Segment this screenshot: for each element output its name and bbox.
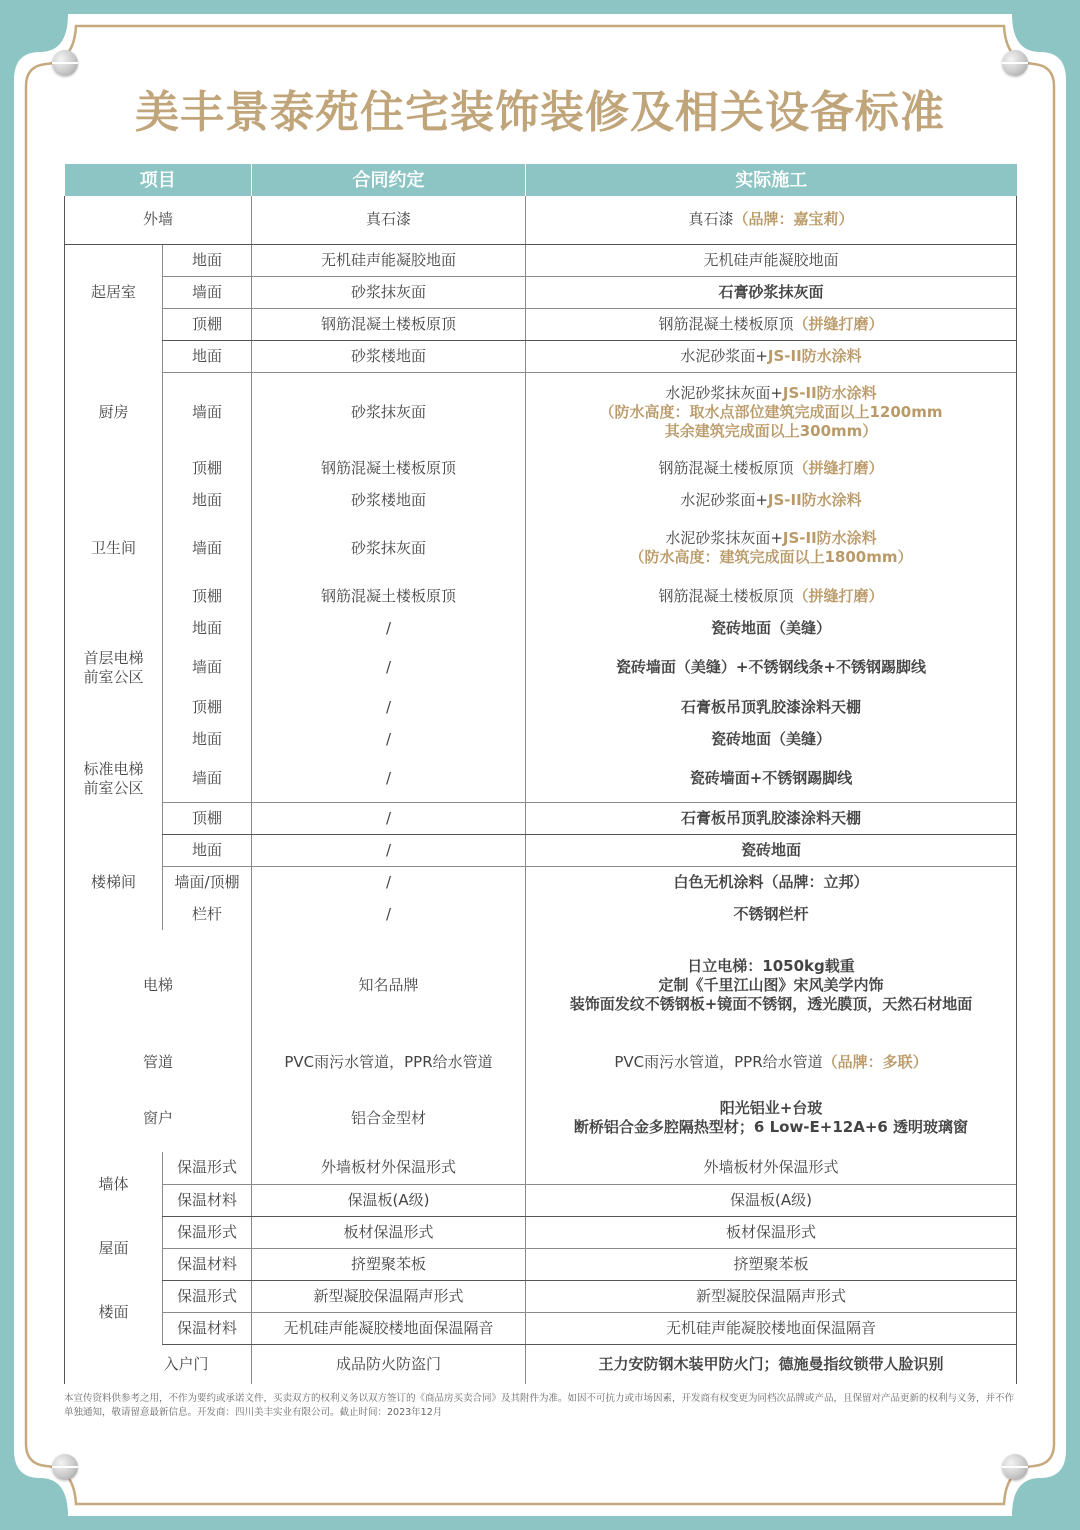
row-actual: 瓷砖墙面（美缝）+不锈钢线条+不锈钢踢脚线 [526, 644, 1017, 691]
table-row [65, 755, 1017, 802]
standards-table [64, 164, 1017, 1384]
row-contract: 钢筋混凝土楼板原顶 [252, 580, 526, 612]
row-sub: 地面 [163, 834, 252, 866]
table-row [65, 1152, 1017, 1184]
row-actual: 保温板(A级) [526, 1184, 1017, 1216]
table-row [65, 1248, 1017, 1280]
row-sub: 地面 [163, 612, 252, 644]
row-actual: 瓷砖地面（美缝） [526, 612, 1017, 644]
row-actual: 王力安防钢木装甲防火门；德施曼指纹锁带人脸识别 [526, 1344, 1017, 1384]
row-group: 首层电梯 前室公区 [65, 612, 163, 723]
table-row [65, 372, 1017, 452]
row-actual: 挤塑聚苯板 [526, 1248, 1017, 1280]
table-row [65, 1280, 1017, 1312]
row-sub: 顶棚 [163, 580, 252, 612]
row-sub: 顶棚 [163, 691, 252, 723]
table-row [65, 802, 1017, 834]
row-actual: 水泥砂浆面+JS-II防水涂料 [526, 484, 1017, 516]
table-row [65, 1312, 1017, 1344]
row-actual: 石膏板吊顶乳胶漆涂料天棚 [526, 691, 1017, 723]
row-sub: 墙面 [163, 372, 252, 452]
row-contract: 外墙板材外保温形式 [252, 1152, 526, 1184]
row-sub: 保温材料 [163, 1184, 252, 1216]
row-group: 卫生间 [65, 484, 163, 612]
row-item: 管道 [65, 1040, 252, 1084]
header-contract: 合同约定 [252, 164, 526, 196]
row-sub: 保温形式 [163, 1280, 252, 1312]
row-actual: 水泥砂浆面+JS-II防水涂料 [526, 340, 1017, 372]
row-contract: / [252, 898, 526, 930]
row-sub: 墙面 [163, 644, 252, 691]
table-row [65, 834, 1017, 866]
row-sub: 地面 [163, 244, 252, 276]
row-group: 标准电梯 前室公区 [65, 723, 163, 834]
row-contract: / [252, 834, 526, 866]
row-actual: 水泥砂浆抹灰面+JS-II防水涂料 （防水高度：取水点部位建筑完成面以上1200mm 其余建筑完成面以上300mm） [526, 372, 1017, 452]
row-contract: 知名品牌 [252, 930, 526, 1040]
row-contract: PVC雨污水管道，PPR给水管道 [252, 1040, 526, 1084]
row-contract: 砂浆楼地面 [252, 484, 526, 516]
row-sub: 墙面 [163, 276, 252, 308]
row-contract: 挤塑聚苯板 [252, 1248, 526, 1280]
row-sub: 保温材料 [163, 1312, 252, 1344]
row-actual: 钢筋混凝土楼板原顶（拼缝打磨） [526, 452, 1017, 484]
row-contract: 保温板(A级) [252, 1184, 526, 1216]
table-row [65, 1184, 1017, 1216]
table-row [65, 898, 1017, 930]
table-header [65, 164, 1017, 196]
screw-icon [1002, 1454, 1028, 1480]
row-group: 起居室 [65, 244, 163, 340]
row-contract: / [252, 691, 526, 723]
row-group: 屋面 [65, 1216, 163, 1280]
row-actual: 钢筋混凝土楼板原顶（拼缝打磨） [526, 308, 1017, 340]
table-row [65, 1040, 1017, 1084]
table-row [65, 723, 1017, 755]
header-item: 项目 [65, 164, 252, 196]
row-actual: 石膏板吊顶乳胶漆涂料天棚 [526, 802, 1017, 834]
row-actual: 外墙板材外保温形式 [526, 1152, 1017, 1184]
row-group: 厨房 [65, 340, 163, 484]
row-actual: 新型凝胶保温隔声形式 [526, 1280, 1017, 1312]
table-row [65, 1216, 1017, 1248]
row-sub: 墙面 [163, 755, 252, 802]
row-actual: 水泥砂浆抹灰面+JS-II防水涂料 （防水高度：建筑完成面以上1800mm） [526, 516, 1017, 580]
row-group: 楼面 [65, 1280, 163, 1344]
row-sub: 顶棚 [163, 452, 252, 484]
row-sub: 墙面/顶棚 [163, 866, 252, 898]
row-actual: PVC雨污水管道，PPR给水管道（品牌：多联） [526, 1040, 1017, 1084]
row-item: 电梯 [65, 930, 252, 1040]
row-sub: 顶棚 [163, 308, 252, 340]
screw-icon [52, 50, 78, 76]
row-sub: 地面 [163, 484, 252, 516]
table-row [65, 340, 1017, 372]
row-contract: 钢筋混凝土楼板原顶 [252, 452, 526, 484]
table-row [65, 1344, 1017, 1384]
row-actual: 板材保温形式 [526, 1216, 1017, 1248]
row-contract: 钢筋混凝土楼板原顶 [252, 308, 526, 340]
table-row [65, 308, 1017, 340]
row-contract: 无机硅声能凝胶地面 [252, 244, 526, 276]
row-contract: 砂浆抹灰面 [252, 516, 526, 580]
row-actual: 石膏砂浆抹灰面 [526, 276, 1017, 308]
table-row [65, 276, 1017, 308]
row-contract: / [252, 723, 526, 755]
row-actual: 瓷砖地面 [526, 834, 1017, 866]
table-row [65, 580, 1017, 612]
row-sub: 墙面 [163, 516, 252, 580]
screw-icon [52, 1454, 78, 1480]
row-group: 楼梯间 [65, 834, 163, 930]
row-sub: 顶棚 [163, 802, 252, 834]
row-actual: 不锈钢栏杆 [526, 898, 1017, 930]
disclaimer-footnote: 本宣传资料供参考之用，不作为要约或承诺文件，买卖双方的权利义务以双方签订的《商品房买卖合同》及其附件为准。如因不可抗力或市场因素，开发商有权变更为同档次品牌或产品，且保留对产品更新的权利与义务，并不作单独通知，敬请留意最新信息。开发商：四川美丰实业有限公司。截止时间：2023年12月 [64, 1393, 1015, 1418]
row-contract: 新型凝胶保温隔声形式 [252, 1280, 526, 1312]
row-item: 入户门 [65, 1344, 252, 1384]
row-actual: 钢筋混凝土楼板原顶（拼缝打磨） [526, 580, 1017, 612]
table-row [65, 930, 1017, 1040]
row-contract: 砂浆抹灰面 [252, 372, 526, 452]
row-contract: / [252, 866, 526, 898]
row-contract: / [252, 644, 526, 691]
row-actual: 白色无机涂料（品牌：立邦） [526, 866, 1017, 898]
table-row [65, 644, 1017, 691]
table-row [65, 866, 1017, 898]
row-sub: 保温材料 [163, 1248, 252, 1280]
row-actual: 真石漆（品牌：嘉宝莉） [526, 196, 1017, 244]
row-sub: 栏杆 [163, 898, 252, 930]
row-contract: / [252, 802, 526, 834]
table-row [65, 196, 1017, 244]
row-contract: / [252, 612, 526, 644]
row-sub: 保温形式 [163, 1152, 252, 1184]
screw-icon [1002, 50, 1028, 76]
row-contract: 砂浆抹灰面 [252, 276, 526, 308]
table-row [65, 244, 1017, 276]
table-row [65, 691, 1017, 723]
row-sub: 地面 [163, 340, 252, 372]
row-actual: 无机硅声能凝胶楼地面保温隔音 [526, 1312, 1017, 1344]
table-row [65, 516, 1017, 580]
row-group: 墙体 [65, 1152, 163, 1216]
row-contract: 板材保温形式 [252, 1216, 526, 1248]
table-row [65, 452, 1017, 484]
row-actual: 阳光铝业+台玻 断桥铝合金多腔隔热型材；6 Low-E+12A+6 透明玻璃窗 [526, 1084, 1017, 1152]
row-contract: 成品防火防盗门 [252, 1344, 526, 1384]
row-contract: 砂浆楼地面 [252, 340, 526, 372]
row-contract: 真石漆 [252, 196, 526, 244]
row-item: 窗户 [65, 1084, 252, 1152]
row-item: 外墙 [65, 196, 252, 244]
row-contract: 铝合金型材 [252, 1084, 526, 1152]
row-actual: 瓷砖墙面+不锈钢踢脚线 [526, 755, 1017, 802]
row-actual: 日立电梯：1050kg载重 定制《千里江山图》宋风美学内饰 装饰面发纹不锈钢板+镜面不锈钢，透光膜顶，天然石材地面 [526, 930, 1017, 1040]
table-row [65, 612, 1017, 644]
header-actual: 实际施工 [526, 164, 1017, 196]
row-contract: 无机硅声能凝胶楼地面保温隔音 [252, 1312, 526, 1344]
row-sub: 保温形式 [163, 1216, 252, 1248]
row-contract: / [252, 755, 526, 802]
table-row [65, 484, 1017, 516]
row-actual: 瓷砖地面（美缝） [526, 723, 1017, 755]
table-row [65, 1084, 1017, 1152]
row-actual: 无机硅声能凝胶地面 [526, 244, 1017, 276]
row-sub: 地面 [163, 723, 252, 755]
page-title: 美丰景泰苑住宅装饰装修及相关设备标准 [135, 87, 945, 138]
